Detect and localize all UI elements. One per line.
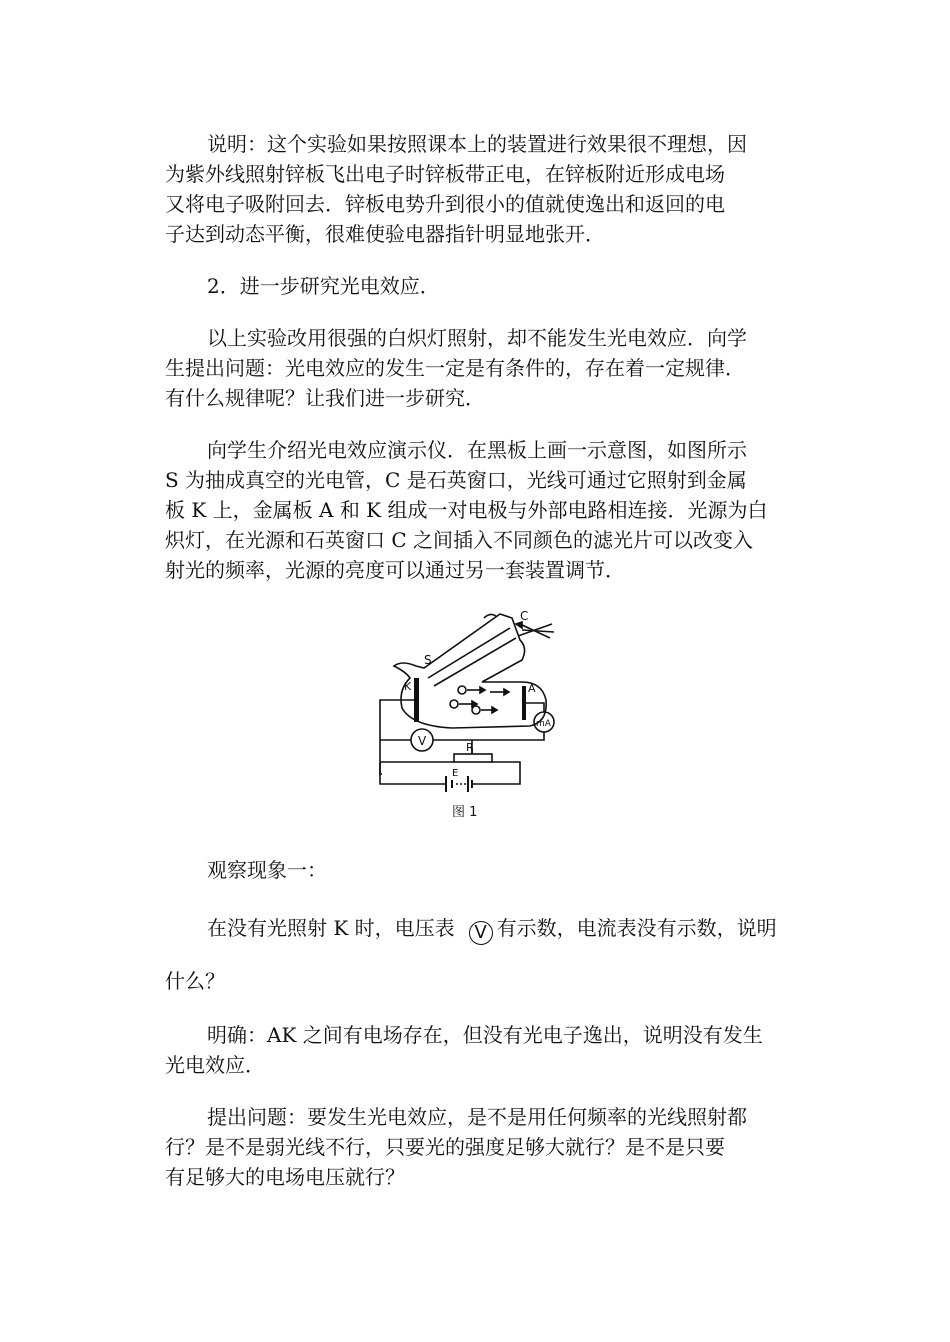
text-line: 为紫外线照射锌板飞出电子时锌板带正电，在锌板附近形成电场 xyxy=(165,162,725,186)
label-k: K xyxy=(404,680,412,693)
text-line: 观察现象一： xyxy=(207,858,327,882)
text-line: 向学生介绍光电效应演示仪．在黑板上画一示意图，如图所示 xyxy=(207,438,747,462)
figure-caption: 图 1 xyxy=(452,805,478,820)
text-segment: 在没有光照射 K 时，电压表 xyxy=(207,916,455,940)
text-line: 光电效应． xyxy=(165,1053,265,1077)
rheostat-r xyxy=(454,754,492,762)
text-line: 有什么规律呢？让我们进一步研究． xyxy=(165,386,485,410)
text-line: 子达到动态平衡，很难使验电器指针明显地张开． xyxy=(165,222,605,246)
text-line: 说明：这个实验如果按照课本上的装置进行效果很不理想，因 xyxy=(207,132,747,156)
anode-a xyxy=(522,686,526,720)
text-line: 什么？ xyxy=(165,969,225,993)
circuit-svg xyxy=(372,608,580,824)
label-s: S xyxy=(424,653,432,667)
text-line: S 为抽成真空的光电管，C 是石英窗口，光线可通过它照射到金属 xyxy=(165,468,747,492)
text-line: 有足够大的电场电压就行？ xyxy=(165,1165,405,1189)
label-r: R xyxy=(466,741,474,754)
text-line: 明确：AK 之间有电场存在，但没有光电子逸出，说明没有发生 xyxy=(207,1023,763,1047)
label-ma: mA xyxy=(536,719,551,729)
label-c: C xyxy=(520,609,529,623)
text-segment: 有示数，电流表没有示数，说明 xyxy=(496,916,777,940)
text-line: 射光的频率，光源的亮度可以通过另一套装置调节． xyxy=(165,558,625,582)
text-line: 生提出问题：光电效应的发生一定是有条件的，存在着一定规律． xyxy=(165,356,745,380)
text-line: 提出问题：要发生光电效应，是不是用任何频率的光线照射都 xyxy=(207,1105,747,1129)
text-line xyxy=(207,916,777,945)
label-e: E xyxy=(452,768,459,779)
cathode-k xyxy=(414,678,419,722)
text-line: 炽灯，在光源和石英窗口 C 之间插入不同颜色的滤光片可以改变入 xyxy=(165,528,754,552)
text-line: 行？是不是弱光线不行，只要光的强度足够大就行？是不是只要 xyxy=(165,1135,725,1159)
section-heading: 2．进一步研究光电效应． xyxy=(207,274,440,298)
text-line: 以上实验改用很强的白炽灯照射，却不能发生光电效应．向学 xyxy=(207,326,747,350)
photoelectric-diagram xyxy=(372,608,580,824)
text-line: 又将电子吸附回去．锌板电势升到很小的值就使逸出和返回的电 xyxy=(165,192,725,216)
label-a: A xyxy=(528,682,536,695)
text-line: 板 K 上，金属板 A 和 K 组成一对电极与外部电路相连接．光源为白 xyxy=(165,498,768,522)
voltmeter-symbol: V xyxy=(469,921,493,945)
label-v: V xyxy=(418,734,427,748)
